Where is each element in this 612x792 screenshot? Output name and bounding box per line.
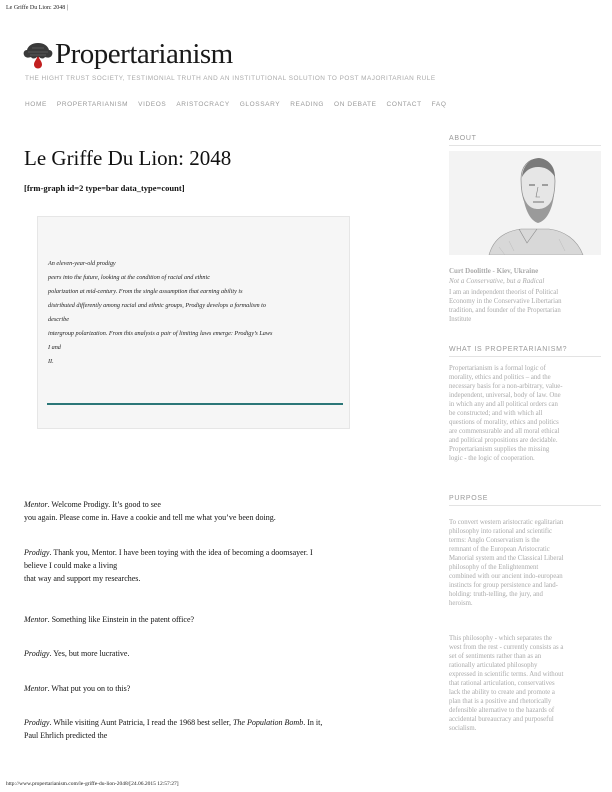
author-subtitle: Not a Conservative, but a Radical [449,277,545,285]
speaker-name: Prodigy [24,649,50,658]
dialogue-line: . While visiting Aunt Patricia, I read the 1968 best seller, [49,718,233,727]
graph-shortcode: [frm-graph id=2 type=bar data_type=count] [24,183,185,193]
main-nav [25,101,446,108]
nav-item-faq[interactable]: FAQ [431,101,447,108]
sidebar-heading-purpose: PURPOSE [449,495,601,506]
purpose-line: socialism. [449,725,477,732]
purpose-line: plan that is a positive and rhetorically [449,698,552,705]
dialogue-line: you again. Please come in. Have a cookie and tell me what you’ve been doing. [24,513,276,522]
abstract-line: An eleven-year-old prodigy [48,260,116,267]
speaker-name: Mentor [24,684,48,693]
what-line: are commensurable and all moral ethical [449,428,560,435]
abstract-text [48,257,272,369]
speaker-name: Mentor [24,500,48,509]
purpose-line: combined with our ancient indo-european [449,573,563,580]
purpose-line: heroism. [449,600,473,607]
abstract-box [37,216,350,429]
about-text [449,288,562,324]
nav-item-videos[interactable]: VIDEOS [138,101,167,108]
dialogue-line: . What put you on to this? [47,684,131,693]
what-line: necessary basis for a non-arbitrary, value- [449,383,563,390]
sidebar-heading-about: ABOUT [449,135,601,146]
purpose-line: defensible alternative to the hazards of [449,707,555,714]
nav-item-glossary[interactable]: GLOSSARY [239,101,281,108]
about-line: Institute [449,316,472,323]
purpose-line: that rational articulation, conservatives [449,680,555,687]
speaker-name: Prodigy [24,548,50,557]
about-line: tradition, and founder of the Propertarian [449,307,561,314]
author-portrait-sketch [449,151,601,255]
purpose-text-2 [449,634,563,733]
author-name: Curt Doolittle - Kiev, Ukraine [449,267,539,275]
nav-item-aristocracy[interactable]: ARISTOCRACY [176,101,230,108]
purpose-line: philosophy of the Enlightenment [449,564,539,571]
tree-with-red-drop-icon [22,41,54,69]
speaker-name: Prodigy [24,718,50,727]
dialogue-line: believe I could make a living [24,561,118,570]
abstract-divider [47,403,343,405]
site-name: Propertarianism [55,38,233,70]
what-line: Propertarianism supplies the missing [449,446,550,453]
abstract-line: describe [48,316,69,323]
what-line: in which any and all political orders can [449,401,558,408]
print-footer-url: http://www.propertarianism.com/le-griffe-du-lion-2048/[24.06.2015 12:57:27] [6,781,179,787]
dialogue-line: . Welcome Prodigy. It’s good to see [47,500,161,509]
dialogue-paragraph [24,647,129,660]
dialogue-line: . In it, [303,718,323,727]
abstract-line: distributed differently among racial and ethnic groups, Prodigy develops a formalism to [48,302,266,309]
dialogue-paragraph [24,546,313,585]
purpose-line: lack the ability to create and promote a [449,689,555,696]
dialogue-paragraph [24,498,276,524]
nav-item-home[interactable]: HOME [25,101,47,108]
dialogue-line: Paul Ehrlich predicted the [24,731,108,740]
dialogue-paragraph [24,716,322,742]
site-logo[interactable] [22,40,233,69]
what-text [449,364,563,463]
site-tagline: THE HIGHT TRUST SOCIETY, TESTIMONIAL TRUTH AND AN INSTITUTIONAL SOLUTION TO POST MAJORITARIAN RULE [25,75,436,82]
purpose-line: Manorial system and the Classical Liberal [449,555,564,562]
purpose-line: terms: Anglo Conservatism is the [449,537,540,544]
what-line: logic - the logic of cooperation. [449,455,535,462]
dialogue-paragraph [24,682,130,695]
purpose-line: expressed in scientific terms. And without [449,671,564,678]
abstract-line: intergroup polarization. From this analysis a pair of limiting laws emerge: Prodigy’s Laws [48,330,273,337]
abstract-line: II. [48,358,54,365]
about-line: Economy in the Conservative Libertarian [449,298,562,305]
dialogue-line: that way and support my researches. [24,574,141,583]
what-line: be constructed; and with which all [449,410,543,417]
nav-item-propertarianism[interactable]: PROPERTARIANISM [56,101,129,108]
purpose-line: west from the rest - currently consists as a [449,644,564,651]
what-line: independent, universal, body of law. One [449,392,561,399]
purpose-line: set of sentiments rather than as an [449,653,542,660]
dialogue-paragraph [24,613,194,626]
speaker-name: Mentor [24,615,48,624]
nav-item-contact[interactable]: CONTACT [386,101,422,108]
print-header: Le Griffe Du Lion: 2048 | [6,5,68,11]
purpose-line: holding: truth-telling, the jury, and [449,591,543,598]
abstract-line: polarization at mid-century. From the single assumption that earning ability is [48,288,243,295]
abstract-line: I and [48,344,61,351]
purpose-line: remnant of the European Aristocratic [449,546,550,553]
what-line: Propertarianism is a formal logic of [449,365,546,372]
what-line: and political propositions are decidable. [449,437,558,444]
author-portrait [449,151,601,255]
purpose-line: rationally articulated philosophy [449,662,538,669]
purpose-line: instincts for group persistence and land- [449,582,558,589]
purpose-line: accidental bureaucracy and purposeful [449,716,554,723]
book-title: The Population Bomb [232,718,304,727]
purpose-line: This philosophy - which separates the [449,635,552,642]
post-title: Le Griffe Du Lion: 2048 [24,146,232,170]
abstract-line: peers into the future, looking at the condition of racial and ethnic [48,274,210,281]
what-line: morality, ethics and politics – and the [449,374,551,381]
dialogue-line: . Thank you, Mentor. I have been toying with the idea of becoming a doomsayer. I [49,548,313,557]
dialogue-line: . Yes, but more lucrative. [49,649,130,658]
purpose-line: To convert western aristocratic egalitarian [449,519,564,526]
what-line: questions of morality, ethics and politics [449,419,559,426]
purpose-text [449,518,564,608]
sidebar-heading-what: WHAT IS PROPERTARIANISM? [449,346,601,357]
purpose-line: philosophy into rational and scientific [449,528,553,535]
dialogue-line: . Something like Einstein in the patent office? [47,615,195,624]
nav-item-reading[interactable]: READING [290,101,325,108]
nav-item-on-debate[interactable]: ON DEBATE [334,101,377,108]
about-line: I am an independent theorist of Political [449,289,559,296]
